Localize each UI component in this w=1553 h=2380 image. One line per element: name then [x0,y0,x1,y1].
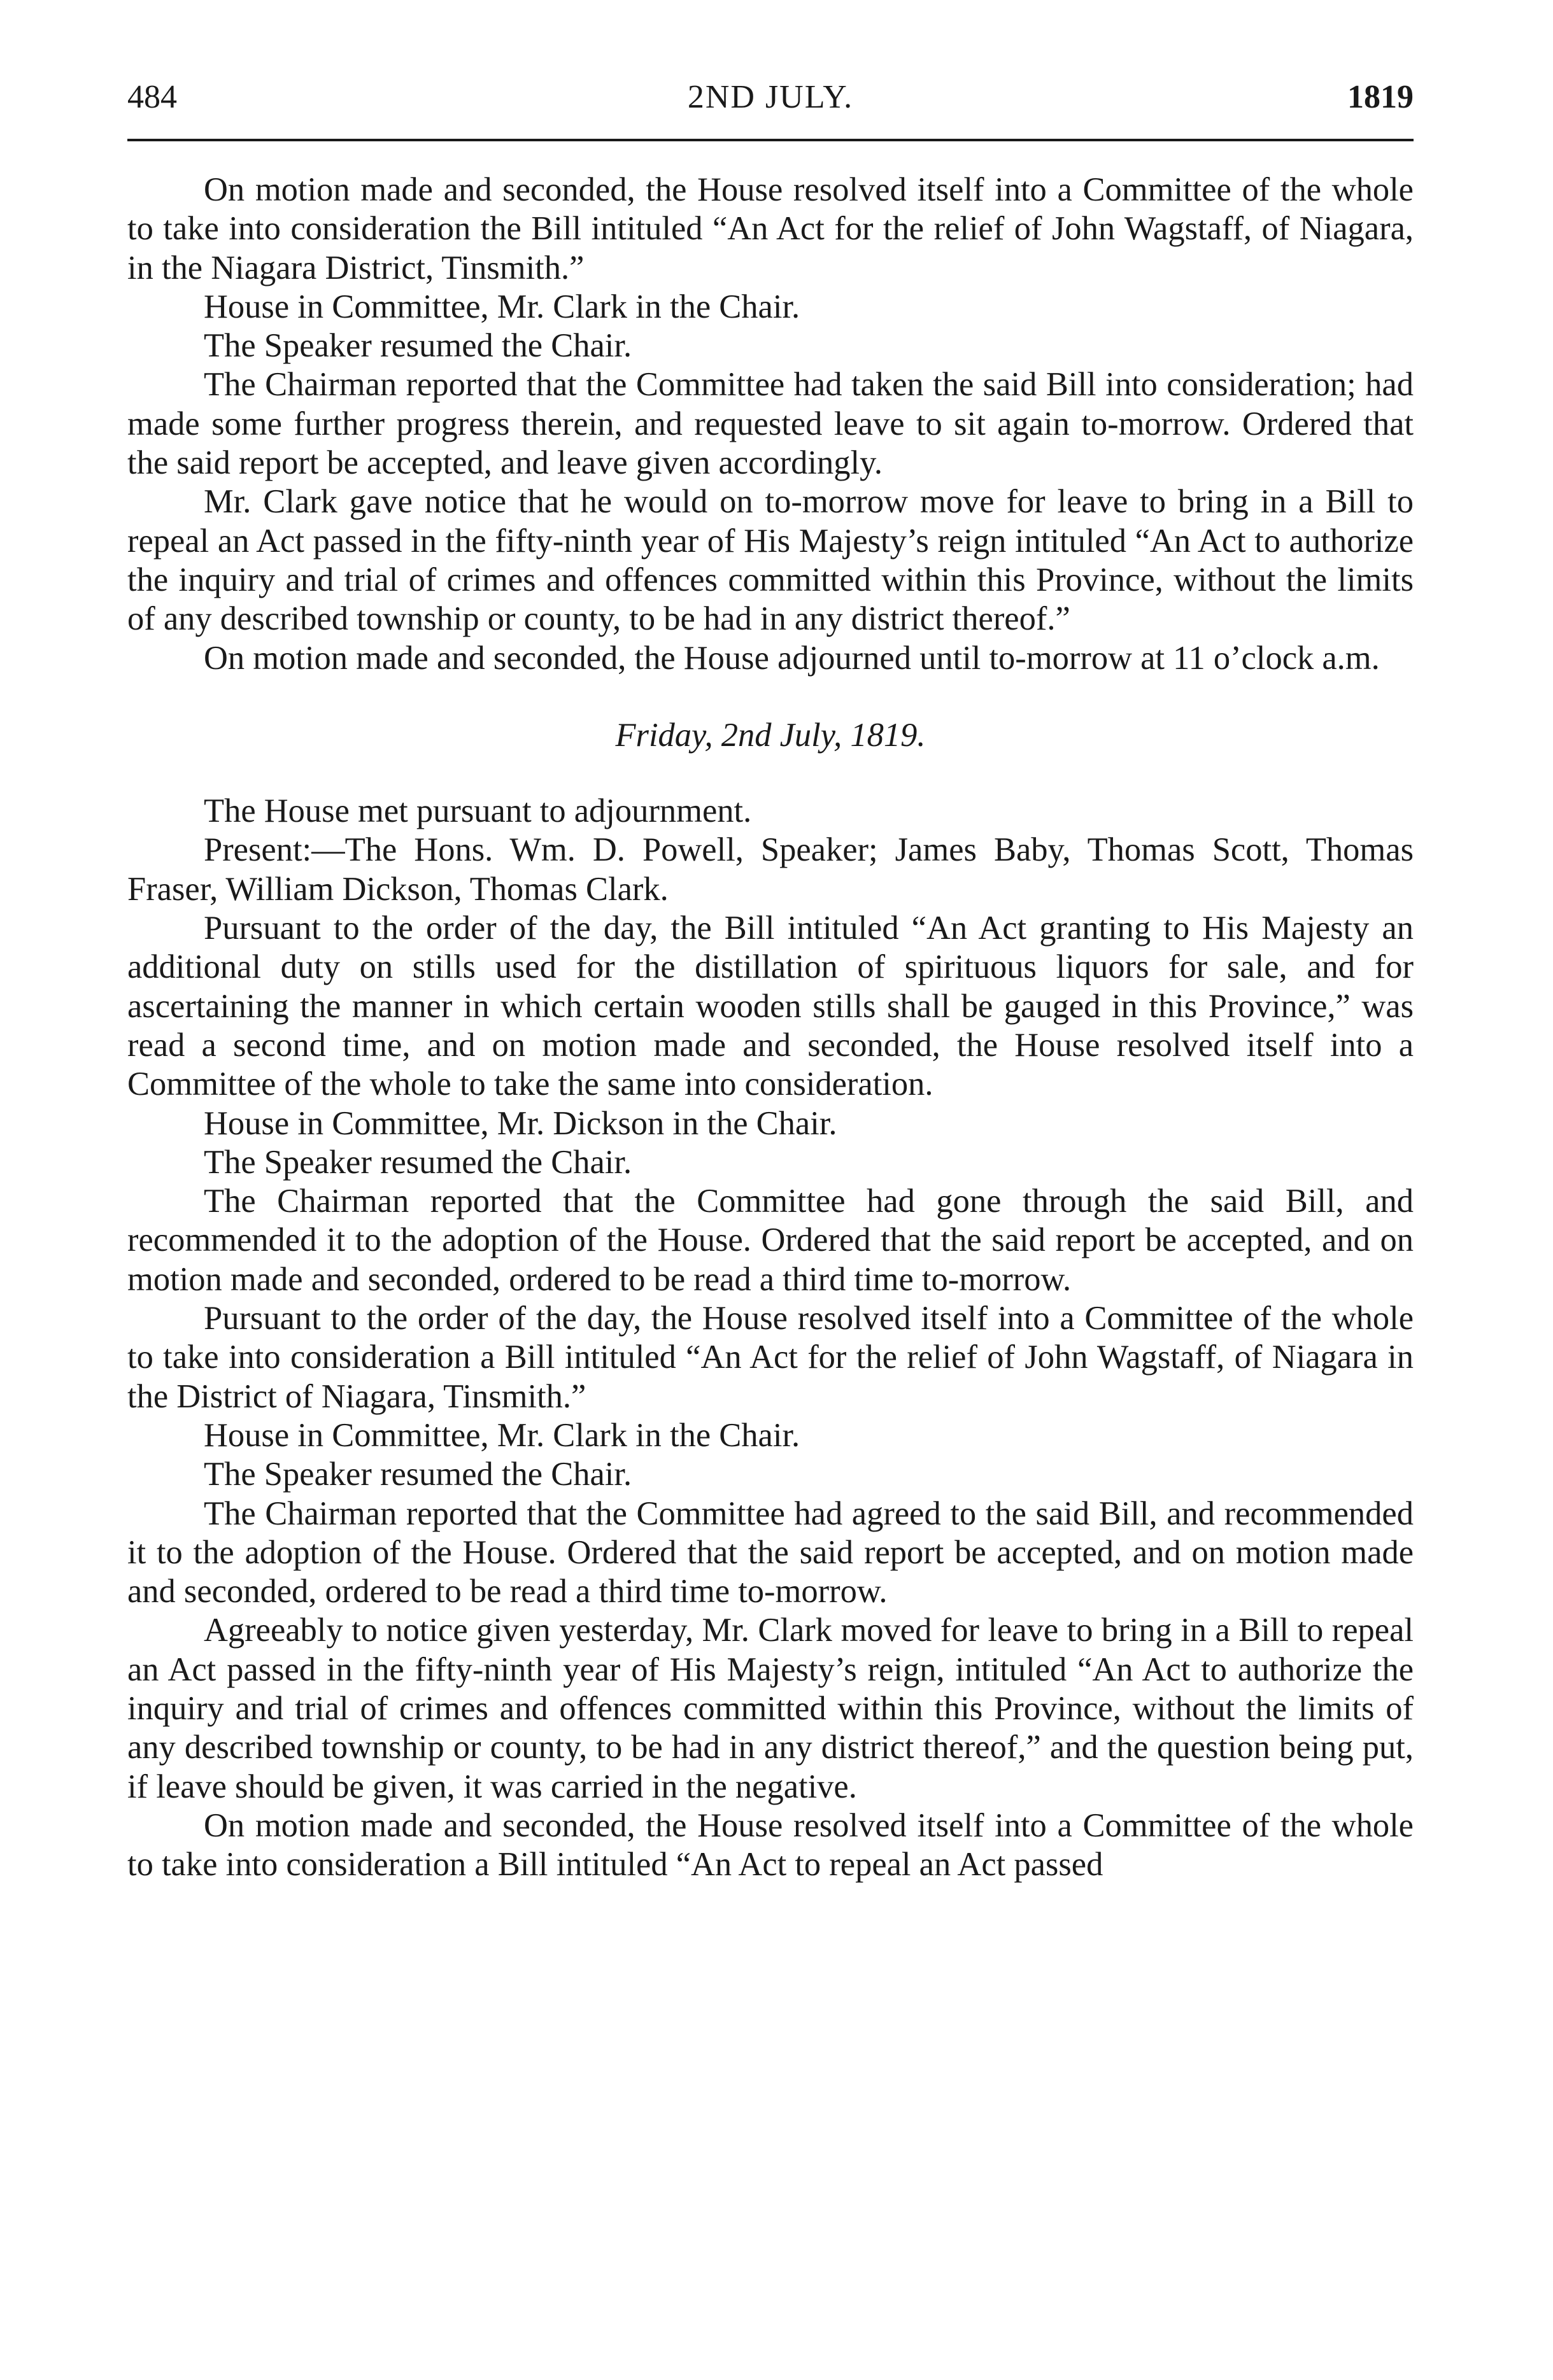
paragraph: The Chairman reported that the Committee had agreed to the said Bill, and recommended it to the adoption of the House. Ordered that the said report be accepted, and on motion made and seconded, ordered to be read a third time to-morrow. [127,1495,1414,1610]
paragraph: On motion made and seconded, the House resolved itself into a Committee of the whole to take into consideration the Bill intituled “An Act for the relief of John Wagstaff, of Niagara, in the Niagara District, Tinsmith.” [127,171,1414,286]
paragraph: Agreeably to notice given yesterday, Mr. Clark moved for leave to bring in a Bill to repeal an Act passed in the fifty-ninth year of His Majesty’s reign, intituled “An Act to authorize the inquiry and trial of crimes and offences committed within this Province, without the limits of any described township or county, to be had in any district thereof,” and the question being put, if leave should be given, it was carried in the negative. [127,1612,1414,1805]
paragraph: Mr. Clark gave notice that he would on to-morrow move for leave to bring in a Bill to repeal an Act passed in the fifty-ninth year of His Majesty’s reign intituled “An Act to authorize the inquiry and trial of crimes and offences committed within this Province, without the limits of any described township or county, to be had in any district thereof.” [127,483,1414,638]
paragraph: On motion made and seconded, the House adjourned until to-morrow at 11 o’clock a.m. [204,639,1380,677]
date-heading: Friday, 2nd July, 1819. [615,716,926,754]
paragraph: Present:—The Hons. Wm. D. Powell, Speaker; James Baby, Thomas Scott, Thomas Fraser, William Dickson, Thomas Clark. [127,831,1414,908]
header-title: 2ND JULY. [687,79,854,115]
body-text [127,171,1414,1884]
page-number: 484 [127,79,177,115]
paragraph: House in Committee, Mr. Clark in the Chair. [204,288,800,325]
paragraph: The Speaker resumed the Chair. [204,1456,632,1493]
paragraph: The Speaker resumed the Chair. [204,327,632,365]
running-header [127,75,1414,120]
paragraph: The Chairman reported that the Committee had taken the said Bill into consideration; had made some further progress therein, and requested leave to sit again to-morrow. Ordered that the said report be accepted, and leave given accordingly. [127,366,1414,482]
paragraph: House in Committee, Mr. Dickson in the Chair. [204,1104,837,1142]
paragraph: The Chairman reported that the Committee had gone through the said Bill, and recommended it to the adoption of the House. Ordered that the said report be accepted, and on motion made and seconded, ordered to be read a third time to-morrow. [127,1183,1414,1298]
paragraph: The Speaker resumed the Chair. [204,1143,632,1181]
paragraph: Pursuant to the order of the day, the Bill intituled “An Act granting to His Majesty an additional duty on stills used for the distillation of spirituous liquors for sale, and for ascertaining the manner in which certain wooden stills shall be gauged in this Province,” was read a second time, and on motion made and seconded, the House resolved itself into a Committee of the whole to take the same into consideration. [127,910,1414,1103]
paragraph: On motion made and seconded, the House resolved itself into a Committee of the whole to take into consideration a Bill intituled “An Act to repeal an Act passed [127,1806,1414,1884]
header-rule [127,139,1414,141]
paragraph: Pursuant to the order of the day, the House resolved itself into a Committee of the whole to take into consideration a Bill intituled “An Act for the relief of John Wagstaff, of Niagara in the District of Niagara, Tinsmith.” [127,1300,1414,1415]
paragraph: House in Committee, Mr. Clark in the Chair. [204,1416,800,1454]
paragraph: The House met pursuant to adjournment. [204,792,752,830]
header-year: 1819 [1347,79,1414,115]
